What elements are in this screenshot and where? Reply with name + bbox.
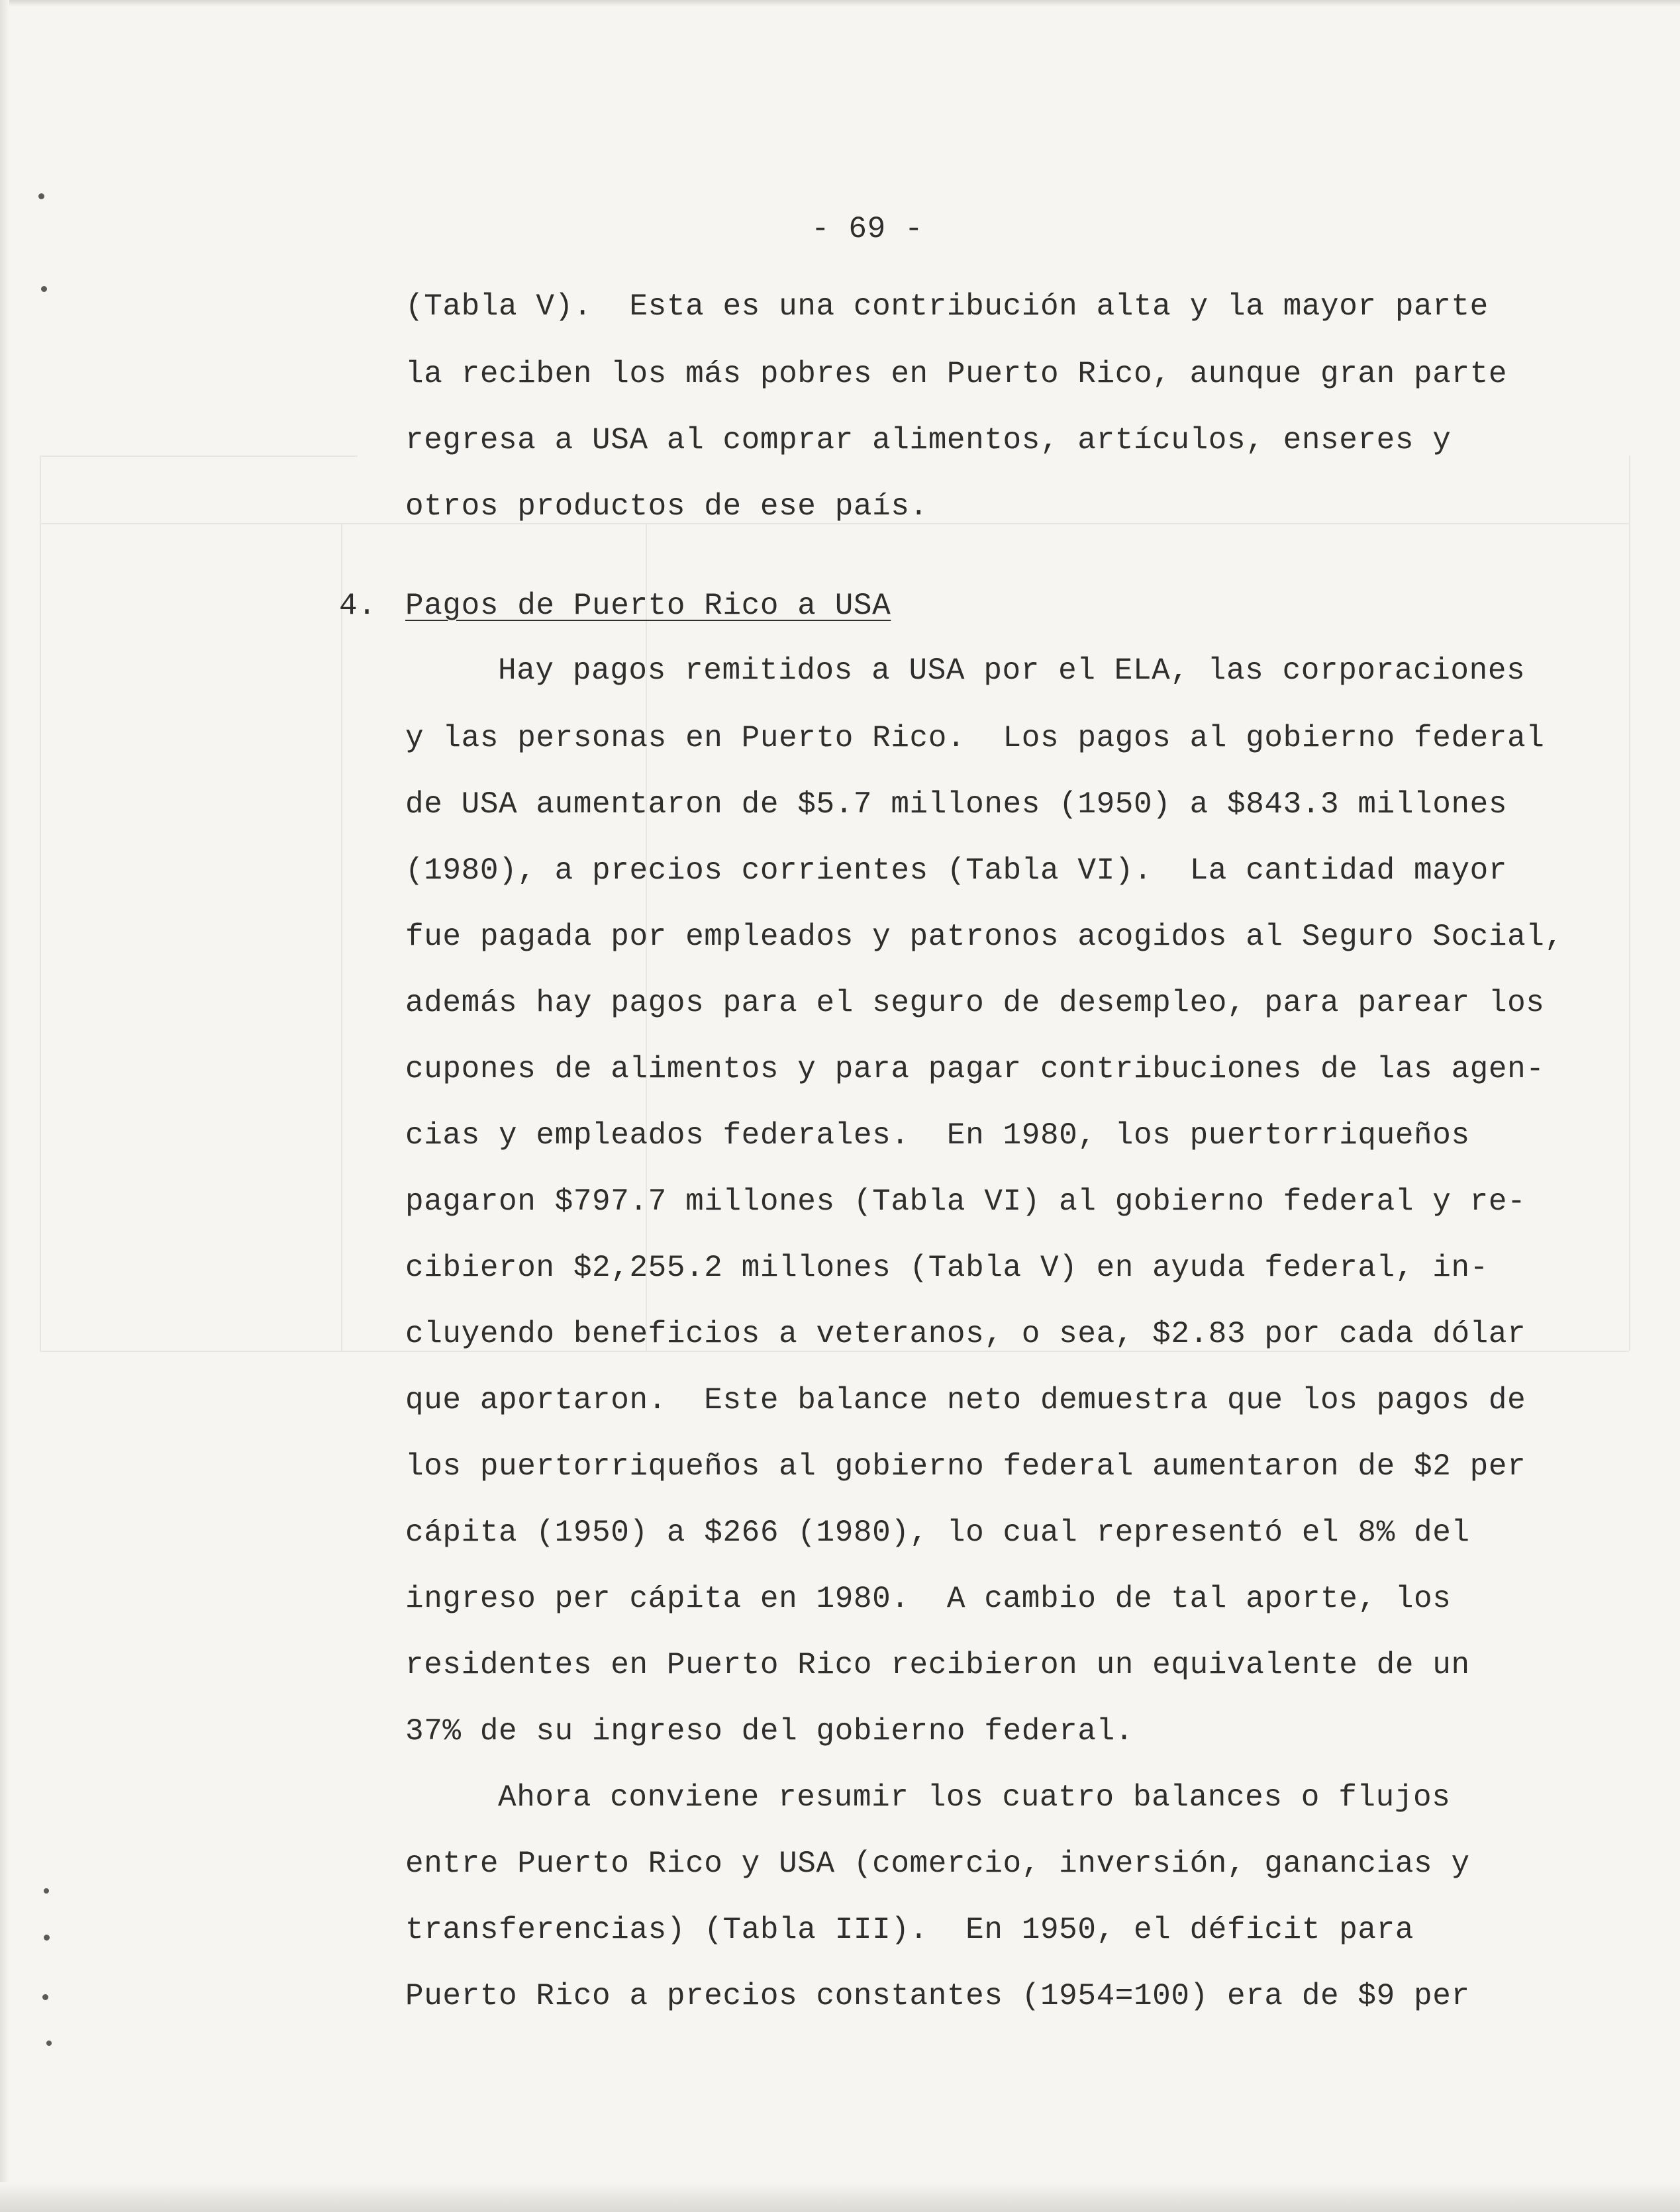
- scan-speck: [44, 1935, 50, 1941]
- paragraph-2-line-7: cupones de alimentos y para pagar contribuciones de las agen-: [405, 1052, 1545, 1086]
- paragraph-1-line-2: la reciben los más pobres en Puerto Rico, aunque gran parte: [405, 357, 1508, 391]
- paragraph-2-line-16: residentes en Puerto Rico recibieron un equivalente de un: [405, 1648, 1470, 1682]
- paragraph-2-line-15: ingreso per cápita en 1980. A cambio de tal aporte, los: [405, 1582, 1452, 1616]
- paragraph-3-line-3: transferencias) (Tabla III). En 1950, el déficit para: [405, 1913, 1414, 1947]
- paragraph-2-line-14: cápita (1950) a $266 (1980), lo cual representó el 8% del: [405, 1515, 1470, 1550]
- paragraph-3-line-1: Ahora conviene resumir los cuatro balances o flujos: [498, 1780, 1451, 1815]
- scan-speck: [44, 1888, 49, 1894]
- scan-speck: [42, 1994, 48, 2000]
- scan-speck: [38, 193, 44, 199]
- paragraph-2-line-9: pagaron $797.7 millones (Tabla VI) al gobierno federal y re-: [405, 1184, 1526, 1219]
- paragraph-3-line-4: Puerto Rico a precios constantes (1954=100) era de $9 per: [405, 1979, 1470, 2013]
- section-title: Pagos de Puerto Rico a USA: [405, 589, 891, 623]
- paragraph-3-line-2: entre Puerto Rico y USA (comercio, inversión, ganancias y: [405, 1847, 1470, 1881]
- paragraph-1-line-3: regresa a USA al comprar alimentos, artículos, enseres y: [405, 423, 1452, 457]
- paragraph-2-line-8: cias y empleados federales. En 1980, los puertorriqueños: [405, 1118, 1470, 1153]
- page-left-edge: [0, 0, 9, 2212]
- paragraph-1-line-1: (Tabla V). Esta es una contribución alta y la mayor parte: [405, 289, 1489, 324]
- page-top-edge: [0, 0, 1680, 7]
- paragraph-2-line-1: Hay pagos remitidos a USA por el ELA, las corporaciones: [498, 653, 1526, 688]
- paragraph-2-line-17: 37% de su ingreso del gobierno federal.: [405, 1714, 1134, 1749]
- paragraph-2-line-2: y las personas en Puerto Rico. Los pagos al gobierno federal: [405, 721, 1545, 755]
- paragraph-2-line-10: cibieron $2,255.2 millones (Tabla V) en ayuda federal, in-: [405, 1251, 1489, 1285]
- paragraph-2-line-13: los puertorriqueños al gobierno federal aumentaron de $2 per: [405, 1449, 1526, 1484]
- paragraph-2-line-5: fue pagada por empleados y patronos acogidos al Seguro Social,: [405, 920, 1563, 954]
- scan-speck: [41, 286, 47, 292]
- page-bottom-edge: [0, 2182, 1680, 2212]
- paragraph-2-line-3: de USA aumentaron de $5.7 millones (1950) a $843.3 millones: [405, 787, 1508, 822]
- paragraph-2-line-6: además hay pagos para el seguro de desempleo, para parear los: [405, 986, 1545, 1020]
- paragraph-2-line-11: cluyendo beneficios a veteranos, o sea, $2.83 por cada dólar: [405, 1317, 1526, 1351]
- paragraph-2-line-12: que aportaron. Este balance neto demuestra que los pagos de: [405, 1383, 1526, 1418]
- paragraph-2-line-4: (1980), a precios corrientes (Tabla VI). La cantidad mayor: [405, 853, 1508, 888]
- scan-speck: [46, 2041, 52, 2046]
- section-number: 4.: [339, 589, 377, 623]
- page-number: - 69 -: [811, 212, 924, 246]
- paragraph-1-line-4: otros productos de ese país.: [405, 489, 928, 524]
